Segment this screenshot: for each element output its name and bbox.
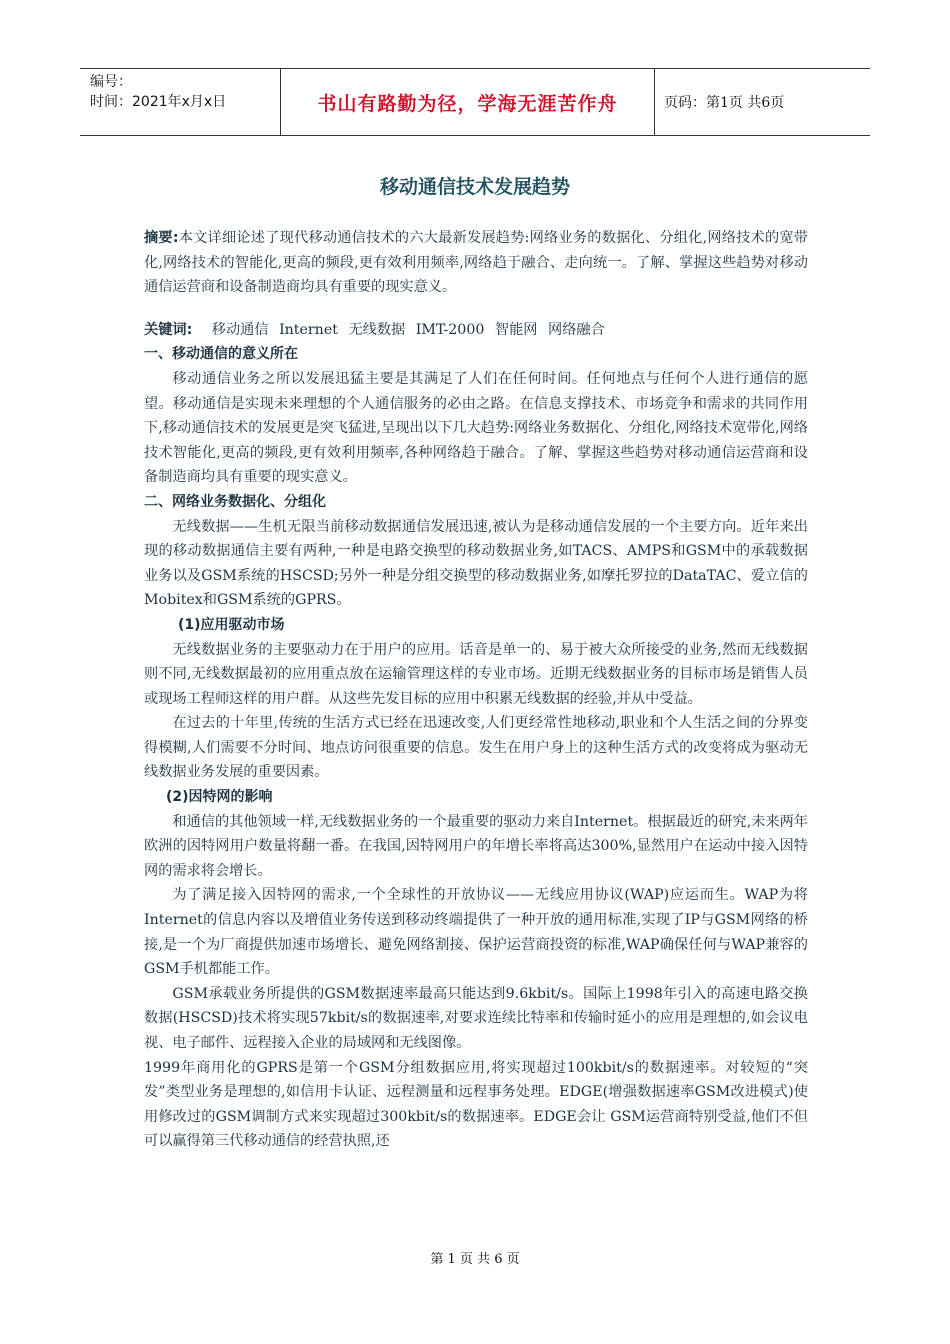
abstract: [144, 226, 808, 300]
paragraph: 和通信的其他领域一样,无线数据业务的一个最重要的驱动力来自Internet。根据最近的研究,未来两年欧洲的因特网用户数量将翻一番。在我国,因特网用户的年增长率将高达300%,显然用户在运动中接入因特网的需求将会增长。: [144, 813, 808, 879]
keyword: 无线数据: [348, 321, 406, 338]
header-table: [80, 68, 870, 136]
paragraph: 在过去的十年里,传统的生活方式已经在迅速改变,人们更经常性地移动,职业和个人生活之间的分界变得模糊,人们需要不分时间、地点访问很重要的信息。发生在用户身上的这种生活方式的改变将成为驱动无线数据业务发展的重要因素。: [144, 715, 808, 781]
header-motto-cell: [280, 69, 655, 135]
keyword: 移动通信: [211, 321, 269, 338]
paragraph: 无线数据——生机无限当前移动数据通信发展迅速,被认为是移动通信发展的一个主要方向。近年来出现的移动数据通信主要有两种,一种是电路交换型的移动数据业务,如TACS、AMPS和GSM中的承载数据业务以及GSM系统的HSCSD;另外一种是分组交换型的移动数据业务,如摩托罗拉的DataTAC、爱立信的Mobitex和GSM系统的GPRS。: [144, 518, 808, 609]
page-info: 页码：第1页 共6页: [664, 95, 785, 111]
keywords-label: 关键词:: [144, 321, 193, 338]
page-footer: 第 1 页 共 6 页: [430, 1252, 520, 1267]
keyword: 网络融合: [548, 321, 605, 338]
header-page-cell: [654, 69, 870, 135]
spacer: [144, 300, 808, 318]
paragraph: 移动通信业务之所以发展迅猛主要是其满足了人们在任何时间。任何地点与任何个人进行通信的愿望。移动通信是实现未来理想的个人通信服务的必由之路。在信息支撑技术、市场竞争和需求的共同作用下,移动通信技术的发展更是突飞猛进,呈现出以下几大趋势:网络业务数据化、分组化,网络技术宽带化,网络技术智能化,更高的频段,更有效利用频率,各种网络趋于融合。了解、掌握这些趋势对移动通信运营商和设备制造商均具有重要的现实意义。: [144, 370, 808, 486]
section-heading: 一、移动通信的意义所在: [144, 346, 298, 363]
subsection-heading: (1)应用驱动市场: [178, 616, 285, 633]
motto-text: 书山有路勤为径，学海无涯苦作舟: [317, 92, 618, 115]
keywords: [144, 318, 808, 343]
paragraph: 为了满足接入因特网的需求,一个全球性的开放协议——无线应用协议(WAP)应运而生。WAP为将Internet的信息内容以及增值业务传送到移动终端提供了一种开放的通用标准,实现了IP与GSM网络的桥接,是一个为厂商提供加速市场增长、避免网络割接、保护运营商投资的标准,WAP确保任何与WAP兼容的GSM手机都能工作。: [144, 887, 808, 978]
paragraph: 1999年商用化的GPRS是第一个GSM分组数据应用,将实现超过100kbit/s的数据速率。对较短的“突发”类型业务是理想的,如信用卡认证、远程测量和远程事务处理。EDGE(增强数据速率GSM改进模式)使用修改过的GSM调制方式来实现超过300kbit/s的数据速率。EDGE会让 GSM运营商特别受益,他们不但可以赢得第三代移动通信的经营执照,还: [144, 1059, 808, 1150]
keyword: 智能网: [494, 321, 538, 338]
section-heading: 二、网络业务数据化、分组化: [144, 493, 326, 510]
keyword: Internet: [279, 321, 338, 338]
keyword: IMT-2000: [415, 321, 485, 338]
paragraph: 无线数据业务的主要驱动力在于用户的应用。话音是单一的、易于被大众所接受的业务,然而无线数据则不同,无线数据最初的应用重点放在运输管理这样的专业市场。近期无线数据业务的目标市场是销售人员或现场工程师这样的用户群。从这些先发目标的应用中积累无线数据的经验,并从中受益。: [144, 641, 808, 707]
doc-number-label: 编号：: [90, 74, 132, 90]
page-title: 移动通信技术发展趋势: [379, 176, 570, 198]
paragraph: GSM承载业务所提供的GSM数据速率最高只能达到9.6kbit/s。国际上1998年引入的高速电路交换数据(HSCSD)技术将实现57kbit/s的数据速率,对要求连续比特率和传输时延小的应用是理想的,如会议电视、电子邮件、远程接入企业的局域网和无线图像。: [144, 985, 808, 1051]
doc-time-label: 时间：2021年x月x日: [90, 94, 227, 110]
subsection-heading: (2)因特网的影响: [166, 789, 273, 806]
document-body: [144, 226, 808, 1154]
abstract-text: 本文详细论述了现代移动通信技术的六大最新发展趋势:网络业务的数据化、分组化,网络技术的宽带化,网络技术的智能化,更高的频段,更有效利用频率,网络趋于融合、走向统一。了解、掌握这些趋势对移动通信运营商和设备制造商均具有重要的现实意义。: [144, 230, 808, 296]
header-meta-cell: [80, 69, 279, 135]
abstract-label: 摘要:: [144, 230, 179, 246]
